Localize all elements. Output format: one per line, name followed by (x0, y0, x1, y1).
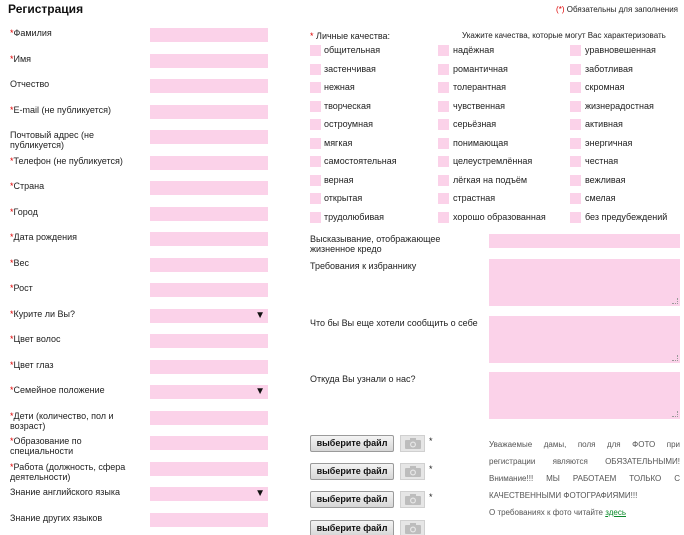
required-star: * (10, 436, 14, 446)
field-label-text: Знание других языков (10, 513, 103, 523)
field-label-text: Цвет волос (13, 334, 61, 344)
field-label-text: Дата рождения (13, 232, 78, 242)
required-star: * (10, 334, 14, 344)
required-star: * (10, 207, 14, 217)
quality-label: хорошо образованная (453, 211, 546, 222)
field-label (10, 436, 145, 456)
resize-grip-icon[interactable] (672, 411, 678, 417)
field-label (10, 28, 145, 38)
text-input[interactable] (150, 513, 268, 527)
quality-label: остроумная (324, 119, 373, 129)
quality-label: целеустремлённая (453, 156, 533, 166)
quality-checkbox[interactable] (310, 45, 321, 56)
required-star: * (10, 283, 14, 293)
quality-checkbox[interactable] (438, 45, 449, 56)
dropdown-arrow-icon[interactable]: ▼ (255, 488, 265, 499)
resize-grip-icon[interactable] (672, 298, 678, 304)
photo-preview (400, 491, 425, 508)
source-textarea[interactable] (489, 372, 680, 419)
required-note-text: Обязательны для заполнения (566, 5, 678, 14)
required-star: * (10, 156, 14, 166)
field-label (10, 232, 145, 242)
text-input[interactable] (150, 283, 268, 297)
required-star: * (10, 232, 14, 242)
field-label-text: Телефон (не публикуется) (13, 156, 123, 166)
field-label-text: Отчество (10, 79, 50, 89)
field-label (10, 309, 145, 319)
text-input[interactable] (150, 105, 268, 119)
required-star: * (10, 411, 14, 421)
field-label (10, 385, 145, 395)
field-label (10, 207, 145, 217)
quality-checkbox[interactable] (438, 156, 449, 167)
text-input[interactable] (150, 232, 268, 246)
partner-label: Требования к избраннику (310, 261, 417, 271)
quality-label: открытая (324, 193, 363, 203)
quality-label: трудолюбивая (324, 211, 385, 222)
field-label-text: Почтовый адрес (не публикуется) (10, 130, 95, 150)
quality-checkbox[interactable] (310, 175, 321, 186)
quality-label: вежливая (585, 174, 626, 185)
text-input[interactable] (150, 258, 268, 272)
page-title: Регистрация (8, 2, 84, 16)
quality-label: заботливая (585, 63, 633, 74)
required-star: * (10, 181, 14, 191)
field-label-text: E-mail (не публикуется) (13, 105, 112, 115)
quality-label: чувственная (453, 100, 505, 111)
quality-checkbox[interactable] (310, 156, 321, 167)
required-star: * (10, 258, 14, 268)
text-input[interactable] (150, 156, 268, 170)
quality-label: смелая (585, 193, 616, 203)
text-input[interactable] (150, 54, 268, 68)
quality-checkbox[interactable] (310, 101, 321, 112)
quality-label: уравновешенная (585, 45, 656, 55)
quality-checkbox[interactable] (438, 193, 449, 204)
qualities-heading-text: Личные качества: (316, 31, 391, 41)
qualities-hint: Укажите качества, которые могут Вас характеризовать (462, 31, 666, 40)
field-label (10, 156, 145, 166)
field-label-text: Образование по специальности (10, 436, 82, 456)
dropdown-arrow-icon[interactable]: ▼ (255, 310, 265, 321)
quality-label: самостоятельная (324, 156, 397, 166)
quality-label: романтичная (453, 63, 508, 74)
quality-checkbox[interactable] (570, 64, 581, 75)
field-label-text: Дети (количество, пол и возраст) (10, 411, 114, 431)
photo-note-text: Уважаемые дамы, поля для ФОТО при регистрации являются ОБЯЗАТЕЛЬНЫМИ! Внимание!!! МЫ РАБОТАЕМ ТОЛЬКО С КАЧЕСТВЕННЫМИ ФОТОГРАФИЯМИ!!! (489, 440, 680, 500)
quality-label: страстная (453, 193, 496, 203)
camera-icon (404, 465, 422, 478)
photo-requirements (489, 504, 680, 521)
quality-checkbox[interactable] (438, 101, 449, 112)
quality-checkbox[interactable] (310, 119, 321, 130)
field-label (10, 487, 145, 497)
extra-label: Что бы Вы еще хотели сообщить о себе (310, 318, 478, 328)
dropdown-arrow-icon[interactable]: ▼ (255, 386, 265, 397)
field-label (10, 54, 145, 64)
field-label-text: Страна (13, 181, 45, 191)
quality-label: активная (585, 119, 623, 129)
field-label-text: Курите ли Вы? (13, 309, 75, 319)
quality-label: верная (324, 174, 354, 185)
text-input[interactable] (150, 334, 268, 348)
select-field[interactable] (150, 385, 268, 399)
quality-label: жизнерадостная (585, 100, 654, 111)
quality-label: нежная (324, 82, 355, 92)
quality-checkbox[interactable] (570, 138, 581, 149)
quality-label: понимающая (453, 137, 509, 148)
text-input[interactable] (150, 207, 268, 221)
camera-icon (404, 493, 422, 506)
quality-checkbox[interactable] (438, 212, 449, 223)
field-label-text: Семейное положение (13, 385, 105, 395)
motto-label: Высказывание, отображающее жизненное кредо (310, 234, 441, 254)
quality-checkbox[interactable] (570, 101, 581, 112)
partner-textarea[interactable] (489, 259, 680, 306)
photo-preview (400, 435, 425, 452)
quality-checkbox[interactable] (438, 64, 449, 75)
text-input[interactable] (150, 436, 268, 450)
photo-requirements-text: О требованиях к фото читайте (489, 508, 603, 517)
field-label (10, 334, 145, 344)
quality-checkbox[interactable] (570, 175, 581, 186)
required-star: * (10, 309, 14, 319)
field-label-text: Фамилия (13, 28, 52, 38)
quality-label: честная (585, 156, 619, 166)
field-label (10, 105, 145, 115)
quality-checkbox[interactable] (310, 138, 321, 149)
quality-label: застенчивая (324, 63, 376, 74)
field-label-text: Вес (13, 258, 30, 268)
quality-label: творческая (324, 100, 371, 111)
required-star: * (429, 436, 433, 446)
field-label-text: Рост (13, 283, 33, 293)
quality-checkbox[interactable] (570, 119, 581, 130)
quality-label: лёгкая на подъём (453, 174, 528, 185)
quality-label: общительная (324, 45, 381, 55)
quality-checkbox[interactable] (310, 193, 321, 204)
choose-file-button[interactable]: выберите файл (310, 491, 394, 508)
photo-preview (400, 520, 425, 535)
required-star: * (10, 105, 14, 115)
field-label (10, 258, 145, 268)
quality-checkbox[interactable] (310, 82, 321, 93)
quality-checkbox[interactable] (438, 138, 449, 149)
field-label (10, 79, 145, 89)
field-label (10, 411, 145, 431)
required-star: * (10, 28, 14, 38)
quality-checkbox[interactable] (570, 212, 581, 223)
quality-checkbox[interactable] (438, 82, 449, 93)
field-label-text: Имя (13, 54, 32, 64)
choose-file-button[interactable]: выберите файл (310, 463, 394, 480)
text-input[interactable] (150, 79, 268, 93)
select-field[interactable] (150, 309, 268, 323)
required-star: * (10, 385, 14, 395)
text-input[interactable] (150, 28, 268, 42)
field-label-text: Цвет глаз (13, 360, 54, 370)
camera-icon (404, 437, 422, 450)
quality-checkbox[interactable] (570, 193, 581, 204)
field-label (10, 360, 145, 370)
required-star: * (429, 464, 433, 474)
field-label-text: Работа (должность, сфера деятельности) (10, 462, 126, 482)
text-input[interactable] (150, 411, 268, 425)
text-input[interactable] (150, 360, 268, 374)
text-input[interactable] (150, 181, 268, 195)
quality-checkbox[interactable] (570, 45, 581, 56)
required-note (556, 5, 678, 14)
field-label-text: Знание английского языка (10, 487, 121, 497)
required-star: * (10, 54, 14, 64)
choose-file-button[interactable]: выберите файл (310, 520, 394, 535)
quality-label: серьёзная (453, 119, 497, 129)
qualities-star: * (310, 31, 314, 41)
extra-textarea[interactable] (489, 316, 680, 363)
quality-checkbox[interactable] (438, 175, 449, 186)
camera-icon (404, 522, 422, 535)
quality-checkbox[interactable] (570, 156, 581, 167)
field-label (10, 181, 145, 191)
quality-label: без предубеждений (585, 211, 668, 222)
field-label (10, 462, 145, 482)
select-field[interactable] (150, 487, 268, 501)
quality-label: толерантная (453, 82, 507, 92)
required-star: * (429, 492, 433, 502)
quality-checkbox[interactable] (570, 82, 581, 93)
photo-note (489, 436, 680, 504)
required-star: * (10, 462, 14, 472)
field-label (10, 283, 145, 293)
choose-file-button[interactable]: выберите файл (310, 435, 394, 452)
quality-checkbox[interactable] (438, 119, 449, 130)
field-label-text: Город (13, 207, 38, 217)
source-label: Откуда Вы узнали о нас? (310, 374, 416, 384)
required-star: * (10, 360, 14, 370)
resize-grip-icon[interactable] (672, 355, 678, 361)
quality-label: энергичная (585, 137, 633, 148)
quality-label: скромная (585, 82, 625, 92)
field-label (10, 130, 145, 150)
quality-checkbox[interactable] (310, 212, 321, 223)
photo-requirements-link[interactable]: здесь (605, 508, 626, 517)
quality-label: мягкая (324, 137, 353, 148)
field-label (10, 513, 145, 523)
photo-preview (400, 463, 425, 480)
qualities-heading (310, 31, 390, 41)
required-star: (*) (556, 5, 565, 14)
quality-checkbox[interactable] (310, 64, 321, 75)
text-input[interactable] (150, 130, 268, 144)
quality-label: надёжная (453, 45, 495, 55)
text-input[interactable] (150, 462, 268, 476)
motto-input[interactable] (489, 234, 680, 248)
